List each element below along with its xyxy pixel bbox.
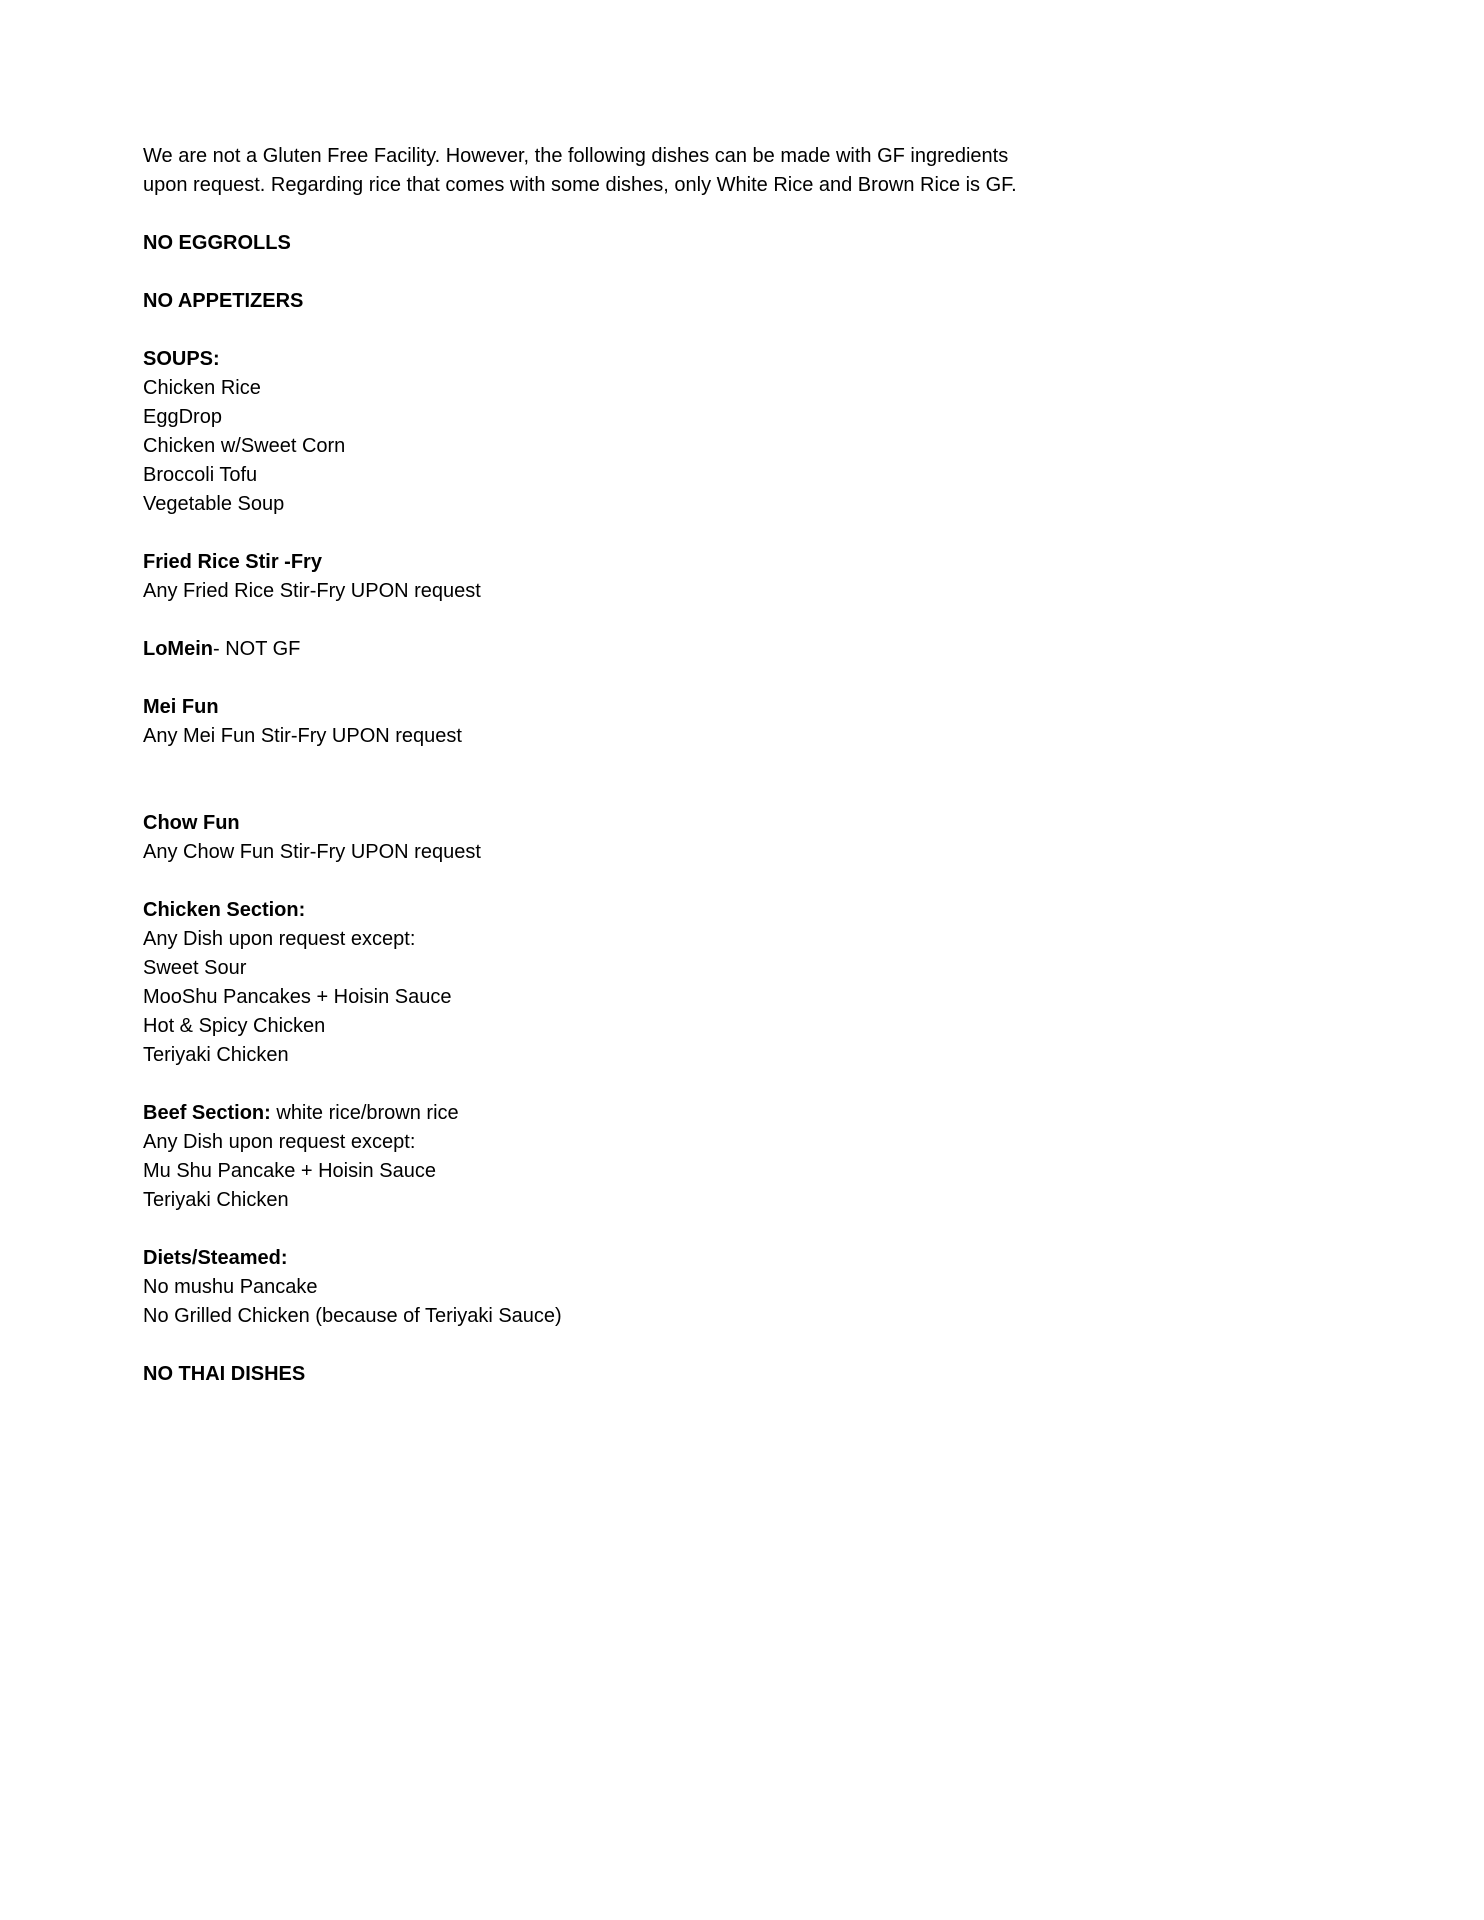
section-no-eggrolls	[143, 229, 1104, 258]
beef-item: Teriyaki Chicken	[143, 1189, 289, 1211]
soup-item: Vegetable Soup	[143, 493, 285, 515]
intro-paragraph: We are not a Gluten Free Facility. However, the following dishes can be made with GF ingredients upon request. Regarding rice that comes with some dishes, only White Rice and Brown Rice is GF.	[143, 145, 1017, 196]
chicken-item: Any Dish upon request except:	[143, 928, 416, 950]
section-chow-fun	[143, 809, 1104, 867]
section-fried-rice	[143, 548, 1104, 606]
beef-section-label: Beef Section:	[143, 1102, 271, 1124]
section-beef	[143, 1099, 1104, 1215]
beef-section-note: white rice/brown rice	[270, 1102, 459, 1124]
chicken-item: Sweet Sour	[143, 957, 247, 979]
soups-heading: SOUPS:	[143, 348, 220, 370]
chicken-section-heading: Chicken Section:	[143, 899, 306, 921]
chicken-item: Teriyaki Chicken	[143, 1044, 289, 1066]
soup-item: Chicken Rice	[143, 377, 261, 399]
beef-item: Mu Shu Pancake + Hoisin Sauce	[143, 1160, 436, 1182]
chicken-item: MooShu Pancakes + Hoisin Sauce	[143, 986, 452, 1008]
section-soups	[143, 345, 1104, 519]
mei-fun-item: Any Mei Fun Stir-Fry UPON request	[143, 725, 462, 747]
section-mei-fun	[143, 693, 1104, 751]
chicken-item: Hot & Spicy Chicken	[143, 1015, 326, 1037]
fried-rice-item: Any Fried Rice Stir-Fry UPON request	[143, 580, 481, 602]
no-thai-heading: NO THAI DISHES	[143, 1363, 306, 1385]
chow-fun-item: Any Chow Fun Stir-Fry UPON request	[143, 841, 481, 863]
section-no-appetizers	[143, 287, 1104, 316]
intro-paragraph-block	[143, 142, 1104, 200]
section-lomein	[143, 635, 1104, 664]
no-eggrolls-heading: NO EGGROLLS	[143, 232, 291, 254]
fried-rice-heading: Fried Rice Stir -Fry	[143, 551, 322, 573]
diets-item: No mushu Pancake	[143, 1276, 318, 1298]
soup-item: Broccoli Tofu	[143, 464, 258, 486]
mei-fun-heading: Mei Fun	[143, 696, 219, 718]
beef-section-heading	[143, 1099, 1104, 1128]
section-chicken	[143, 896, 1104, 1070]
no-appetizers-heading: NO APPETIZERS	[143, 290, 304, 312]
diets-item: No Grilled Chicken (because of Teriyaki Sauce)	[143, 1305, 562, 1327]
diets-steamed-heading: Diets/Steamed:	[143, 1247, 288, 1269]
lomein-label: LoMein	[143, 638, 213, 660]
section-diets-steamed	[143, 1244, 1104, 1331]
beef-item: Any Dish upon request except:	[143, 1131, 416, 1153]
section-no-thai	[143, 1360, 1104, 1389]
soup-item: EggDrop	[143, 406, 222, 428]
lomein-note: - NOT GF	[213, 638, 301, 660]
soup-item: Chicken w/Sweet Corn	[143, 435, 346, 457]
chow-fun-heading: Chow Fun	[143, 812, 240, 834]
lomein-heading	[143, 635, 1104, 664]
document-body	[143, 142, 1104, 1389]
